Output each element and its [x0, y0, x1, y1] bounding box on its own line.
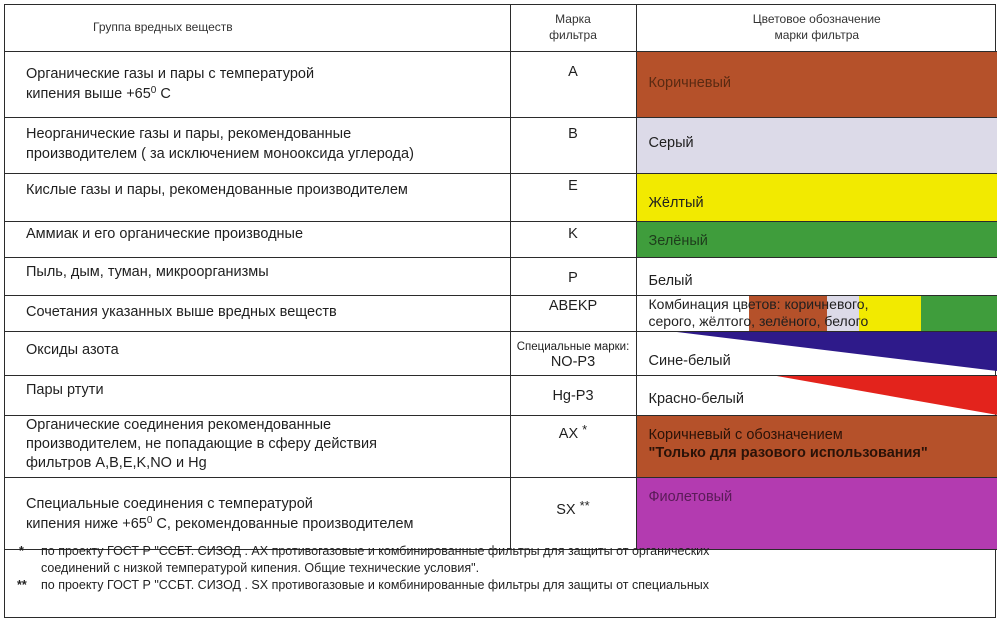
mark-cell — [510, 295, 636, 331]
footnote-star: ** — [579, 497, 590, 513]
color-label: Фиолетовый — [648, 488, 733, 505]
header-group-label: Группа вредных веществ — [93, 20, 233, 34]
group-text: Пыль, дым, туман, микроорганизмы — [26, 263, 269, 280]
footnote-marker: ** — [17, 578, 27, 592]
mark-cell — [510, 257, 636, 295]
table-row — [5, 295, 997, 331]
color-label: Комбинация цветов: коричневого, — [648, 295, 869, 312]
group-text: фильтров A,B,E,K,NO и Hg — [26, 454, 207, 471]
group-text: Органические соединения рекомендованные — [26, 416, 332, 433]
degree-sup: 0 — [146, 514, 153, 526]
group-cell — [5, 51, 510, 117]
color-label: Коричневый с обозначением — [648, 426, 843, 443]
color-cell — [636, 257, 997, 295]
group-cell — [5, 173, 510, 221]
mark-text: B — [568, 125, 578, 142]
group-text: кипения выше +65 — [26, 85, 151, 102]
color-label: серого, жёлтого, зелёного, белого — [648, 312, 869, 329]
group-cell — [5, 331, 510, 375]
color-cell — [636, 477, 997, 549]
color-label: Зелёный — [648, 232, 708, 249]
mark-note: Специальные марки: — [516, 340, 630, 353]
color-cell — [636, 117, 997, 173]
mark-text: K — [568, 225, 578, 242]
mark-cell — [510, 173, 636, 221]
mark-text: Hg-P3 — [552, 387, 594, 404]
group-text: кипения ниже +65 — [26, 515, 147, 532]
group-cell — [5, 257, 510, 295]
group-text: Сочетания указанных выше вредных веществ — [26, 303, 337, 320]
footnote-1 — [5, 543, 997, 560]
header-group — [5, 5, 510, 51]
header-color — [636, 5, 997, 51]
mark-text: P — [568, 269, 578, 286]
mark-cell — [510, 415, 636, 477]
group-text: производителем, не попадающие в сферу действия — [26, 435, 377, 452]
group-cell — [5, 117, 510, 173]
footnote-text: по проекту ГОСТ Р "ССБТ. СИЗОД . SX противогазовые и комбинированные фильтры для защиты от специальных — [41, 578, 709, 592]
group-text: Кислые газы и пары, рекомендованные производителем — [26, 181, 408, 198]
color-cell — [636, 415, 997, 477]
group-text: С — [156, 85, 171, 102]
color-cell — [636, 221, 997, 257]
table-row — [5, 415, 997, 477]
group-text: производителем ( за исключением монооксида углерода) — [26, 145, 414, 162]
group-text: Органические газы и пары с температурой — [26, 65, 315, 82]
color-label: Сине-белый — [648, 352, 731, 369]
color-label: Белый — [648, 272, 693, 289]
group-text: Оксиды азота — [26, 341, 119, 358]
mark-text: AX — [558, 425, 579, 442]
footnote-text: соединений с низкой температурой кипения. Общие технические условия". — [41, 561, 480, 575]
mark-cell — [510, 331, 636, 375]
table-row — [5, 477, 997, 549]
footnote-2 — [5, 577, 997, 594]
filter-marking-table — [5, 5, 997, 550]
footnote-text: по проекту ГОСТ Р "ССБТ. СИЗОД . АХ противогазовые и комбинированные фильтры для защиты от органических — [41, 544, 710, 558]
mark-text: ABEKP — [548, 297, 598, 314]
color-cell — [636, 295, 997, 331]
group-text: Пары ртути — [26, 381, 104, 398]
footnote-marker: * — [19, 544, 24, 558]
mark-cell — [510, 375, 636, 415]
table-row — [5, 375, 997, 415]
group-text: Аммиак и его органические производные — [26, 225, 304, 242]
table-row — [5, 51, 997, 117]
group-text: С, рекомендованные производителем — [152, 515, 414, 532]
color-cell — [636, 331, 997, 375]
group-text: Специальные соединения с температурой — [26, 495, 313, 512]
table-row — [5, 173, 997, 221]
mark-text: A — [568, 63, 578, 80]
group-cell — [5, 221, 510, 257]
header-row — [5, 5, 997, 51]
mark-text: SX — [556, 501, 576, 518]
color-label: Коричневый — [648, 74, 732, 91]
group-cell — [5, 375, 510, 415]
group-cell — [5, 295, 510, 331]
single-use-label: "Только для разового использования" — [648, 444, 928, 461]
table-row — [5, 221, 997, 257]
table-row — [5, 117, 997, 173]
footnote-star: * — [582, 421, 588, 437]
table-row — [5, 257, 997, 295]
header-color-line2: марки фильтра — [774, 28, 860, 42]
mark-text: NO-P3 — [550, 353, 596, 370]
mark-cell — [510, 51, 636, 117]
header-mark-line1: Марка — [555, 12, 591, 26]
group-cell — [5, 477, 510, 549]
degree-sup: 0 — [150, 84, 157, 96]
header-mark-line2: фильтра — [549, 28, 597, 42]
group-cell — [5, 415, 510, 477]
header-mark — [510, 5, 636, 51]
mark-cell — [510, 117, 636, 173]
table-row — [5, 331, 997, 375]
group-text: Неорганические газы и пары, рекомендованные — [26, 125, 352, 142]
color-label: Красно-белый — [648, 390, 744, 407]
color-cell — [636, 375, 997, 415]
color-cell — [636, 51, 997, 117]
color-label: Жёлтый — [648, 194, 704, 211]
mark-cell — [510, 221, 636, 257]
color-label: Серый — [648, 134, 694, 151]
footnotes — [5, 543, 997, 594]
mark-cell — [510, 477, 636, 549]
mark-text: E — [568, 177, 578, 194]
color-cell — [636, 173, 997, 221]
filter-table-sheet — [4, 4, 996, 618]
header-color-line1: Цветовое обозначение — [752, 12, 881, 26]
